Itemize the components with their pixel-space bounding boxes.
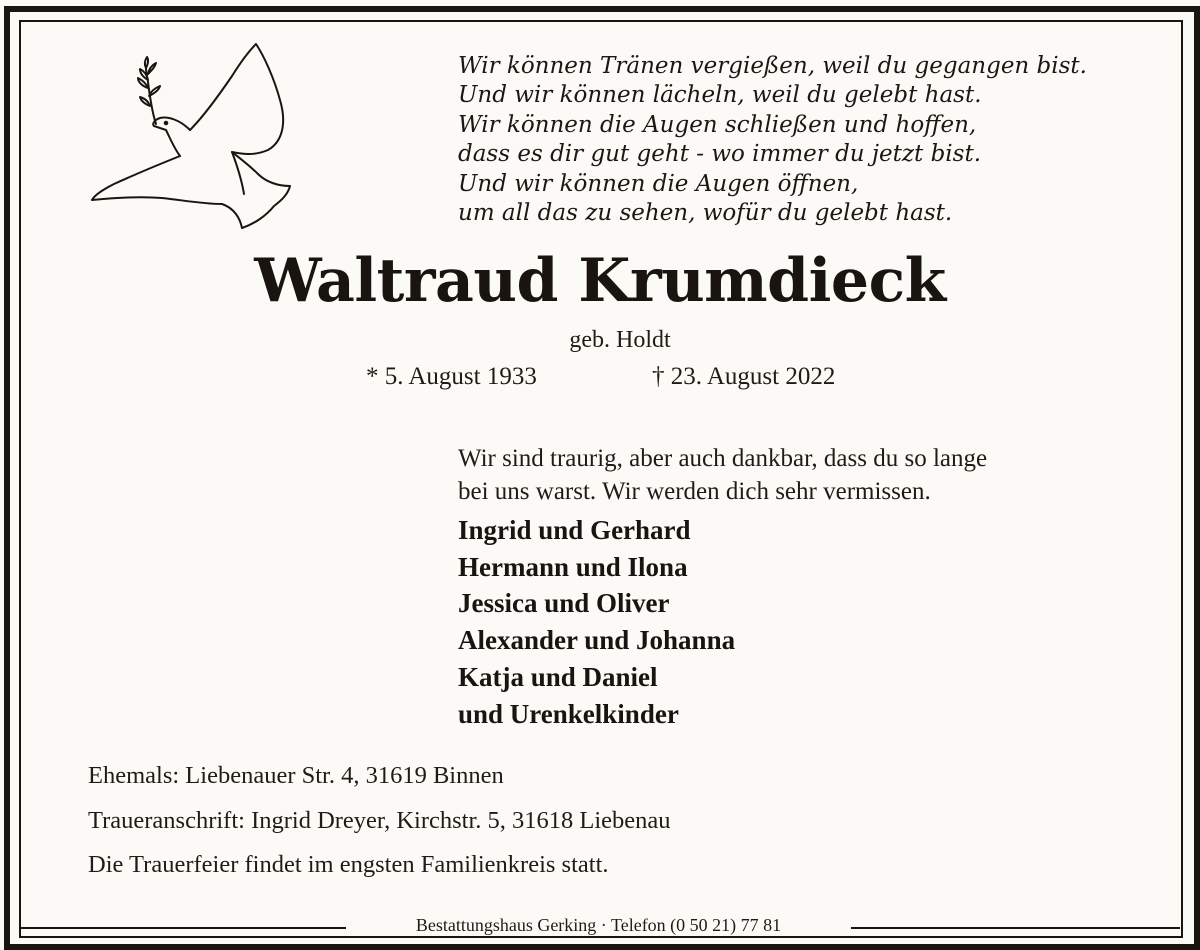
death-date: † 23. August 2022 [652,363,836,390]
poem-line: Wir können Tränen vergießen, weil du gegangen bist. [458,53,1087,79]
mourning-address: Traueranschrift: Ingrid Dreyer, Kirchstr. 5, 31618 Liebenau [88,807,671,834]
mourner-entry: Ingrid und Gerhard [458,515,691,545]
message-line: bei uns warst. Wir werden dich sehr vermissen. [458,478,931,505]
poem-line: Und wir können lächeln, weil du gelebt hast. [458,82,982,109]
birth-date: * 5. August 1933 [366,363,537,390]
mourner-entry: und Urenkelkinder [458,698,679,729]
mourner-entry: Hermann und Ilona [458,551,688,582]
poem-line: um all das zu sehen, wofür du gelebt hast. [458,200,953,227]
dove-with-olive-branch-icon [82,38,302,238]
poem-line: dass es dir gut geht - wo immer du jetzt bist. [458,141,982,168]
mourner-entry: Jessica und Oliver [458,588,670,619]
mourner-entry: Katja und Daniel [458,661,658,692]
mourners-list [458,512,735,732]
footer-rule-left [20,927,346,929]
poem-line: Und wir können die Augen öffnen, [458,170,859,197]
poem-line: Wir können die Augen schließen und hoffen, [458,111,977,138]
message-line: Wir sind traurig, aber auch dankbar, dass du so lange [458,445,988,472]
maiden-name: geb. Holdt [569,327,671,353]
former-address: Ehemals: Liebenauer Str. 4, 31619 Binnen [88,762,504,789]
poem [458,52,1178,228]
deceased-name: Waltraud Krumdieck [254,246,946,316]
funeral-home-footer: Bestattungshaus Gerking · Telefon (0 50 21) 77 81 [346,915,851,936]
footer-rule-right [851,927,1180,929]
mourner-entry: Alexander und Johanna [458,625,736,656]
farewell-message [458,442,1158,508]
ceremony-note: Die Trauerfeier findet im engsten Familienkreis statt. [88,851,609,878]
